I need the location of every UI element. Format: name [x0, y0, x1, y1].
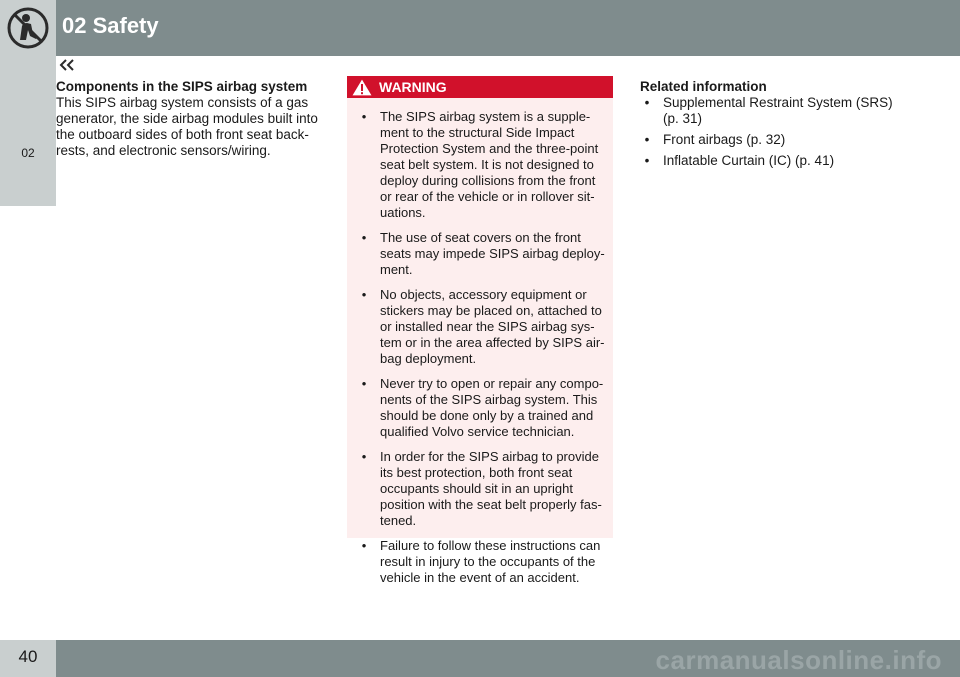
related-heading: Related information	[640, 79, 767, 94]
warning-line: occupants should sit in an upright	[380, 481, 573, 496]
warning-line: Protection System and the three-point	[380, 141, 599, 156]
page-footer	[0, 640, 960, 677]
sips-components-section	[56, 79, 326, 159]
related-link-inflatable-curtain[interactable]	[640, 153, 930, 169]
warning-line: Never try to open or repair any compo-	[380, 376, 604, 391]
warning-line: vehicle in the event of an accident.	[380, 570, 580, 585]
watermark: carmanualsonline.info	[655, 645, 942, 675]
warning-line: position with the seat belt properly fas-	[380, 497, 602, 512]
warning-line: The SIPS airbag system is a supple-	[380, 109, 591, 124]
warning-box	[347, 76, 613, 585]
related-link-line: Front airbags (p. 32)	[663, 132, 786, 147]
warning-line: qualified Volvo service technician.	[380, 424, 575, 439]
related-link-line: Inflatable Curtain (IC) (p. 41)	[663, 153, 835, 168]
related-information-section	[640, 79, 930, 174]
warning-line: its best protection, both front seat	[380, 465, 573, 480]
warning-triangle-icon	[350, 77, 374, 97]
header-icon-box	[0, 0, 56, 56]
warning-line: or installed near the SIPS airbag sys-	[380, 319, 595, 334]
warning-item	[357, 230, 605, 278]
body-line: the outboard sides of both front seat back-	[56, 127, 309, 142]
warning-line: bag deployment.	[380, 351, 477, 366]
warning-line: seat belt system. It is not designed to	[380, 157, 594, 172]
warning-line: The use of seat covers on the front	[380, 230, 581, 245]
no-seatbelt-person-icon	[6, 6, 50, 50]
section-heading: Components in the SIPS airbag system	[56, 79, 308, 94]
warning-line: uations.	[380, 205, 426, 220]
warning-line: stickers may be placed on, attached to	[380, 303, 602, 318]
page-number: 40	[18, 647, 38, 666]
page-title: 02 Safety	[62, 13, 159, 38]
bullet: •	[644, 132, 650, 147]
warning-title: WARNING	[379, 79, 447, 95]
warning-line: ment to the structural Side Impact	[380, 125, 575, 140]
bullet: •	[361, 109, 367, 124]
bullet: •	[644, 153, 650, 168]
double-chevron-left-icon[interactable]	[58, 59, 78, 71]
section-body	[56, 95, 326, 159]
body-line: rests, and electronic sensors/wiring.	[56, 143, 271, 158]
warning-line: ment.	[380, 262, 413, 277]
page-header	[0, 0, 960, 56]
warning-list	[347, 98, 613, 586]
bullet: •	[361, 376, 367, 391]
warning-item	[357, 287, 605, 367]
warning-line: In order for the SIPS airbag to provide	[380, 449, 599, 464]
bullet: •	[644, 95, 650, 110]
body-line: This SIPS airbag system consists of a gas	[56, 95, 309, 110]
warning-line: result in injury to the occupants of the	[380, 554, 596, 569]
chapter-tab	[0, 56, 56, 206]
warning-line: seats may impede SIPS airbag deploy-	[380, 246, 605, 261]
page-number-box	[0, 640, 56, 677]
warning-line: tem or in the area affected by SIPS air-	[380, 335, 605, 350]
related-list	[640, 95, 930, 169]
warning-line: No objects, accessory equipment or	[380, 287, 587, 302]
related-link-line: Supplemental Restraint System (SRS)	[663, 95, 893, 110]
related-link-front-airbags[interactable]	[640, 132, 930, 148]
body-line: generator, the side airbag modules built into	[56, 111, 318, 126]
warning-item	[357, 376, 605, 440]
warning-line: Failure to follow these instructions can	[380, 538, 601, 553]
bullet: •	[361, 449, 367, 464]
warning-item	[357, 538, 605, 586]
bullet: •	[361, 287, 367, 302]
warning-item	[357, 449, 605, 529]
related-link-srs[interactable]	[640, 95, 930, 127]
warning-line: or rear of the vehicle or in rollover sit-	[380, 189, 595, 204]
bullet: •	[361, 538, 367, 553]
related-link-line: (p. 31)	[663, 111, 703, 126]
warning-item	[357, 109, 605, 221]
warning-line: should be done only by a trained and	[380, 408, 594, 423]
warning-line: tened.	[380, 513, 417, 528]
warning-line: nents of the SIPS airbag system. This	[380, 392, 598, 407]
warning-header	[347, 76, 613, 98]
warning-line: deploy during collisions from the front	[380, 173, 596, 188]
chapter-tab-label: 02	[21, 146, 35, 160]
bullet: •	[361, 230, 367, 245]
